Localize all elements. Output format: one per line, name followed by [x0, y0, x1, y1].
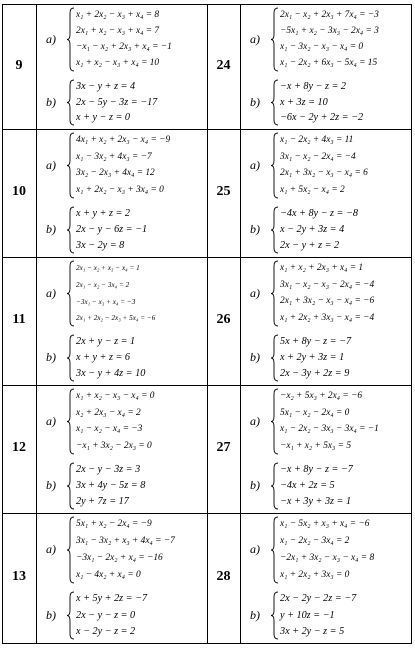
equation-line: x₂ + 2x₃ − x₄ = 2	[76, 407, 141, 418]
equation-system-a	[271, 7, 415, 72]
left-brace	[67, 206, 75, 254]
left-brace	[67, 462, 75, 510]
equation-system-b	[67, 462, 227, 510]
equation-line: 2x₁ + x₂ − x₃ + x₄ = 7	[76, 25, 160, 36]
equation-line: 5x + 8y − z = −7	[280, 336, 352, 348]
left-brace	[271, 132, 279, 199]
equation-line: 2x − y − 6z = −1	[76, 224, 148, 236]
equation-line: x + y + z = 6	[76, 352, 131, 364]
part-b-label: b)	[46, 350, 56, 364]
equation-line: x₁ + x₂ − x₃ + x₄ = 10	[76, 58, 160, 69]
left-brace	[67, 334, 75, 382]
equation-line: −3x₁ − 2x₂ + x₄ = −16	[76, 553, 163, 564]
equation-line: x₁ − 2x₂ + 4x₃ = 11	[280, 134, 354, 145]
equation-line: x₁ + 2x₂ + 3x₃ − x₄ = −4	[280, 313, 375, 324]
equation-line: −x₂ + 5x₃ + 2x₄ = −6	[280, 390, 363, 401]
equation-line: 3x₁ − x₂ − x₃ − 2x₄ = −4	[280, 279, 375, 290]
equation-line: 2x − 2y − 2z = −7	[280, 593, 357, 605]
equation-line: 3x − y + z = 4	[76, 80, 136, 92]
part-b-label: b)	[250, 478, 260, 492]
equation-line: x₁ + 5x₂ − x₄ = 2	[280, 185, 345, 196]
equation-system-a	[271, 260, 415, 327]
exercise-number: 13	[12, 569, 26, 584]
equation-line: 3x − y + 4z = 10	[76, 368, 146, 380]
exercise-number: 26	[216, 312, 231, 327]
part-b-label: b)	[250, 607, 260, 622]
part-a-label: a)	[250, 31, 260, 46]
equation-line: x₁ + 2x₂ − x₃ + 3x₄ = 0	[76, 185, 164, 196]
equation-line: −4x + 8y − z = −8	[280, 208, 358, 220]
equation-line: y + 10z = −1	[280, 609, 335, 621]
equation-line: −x₁ + x₂ + 5x₃ = 5	[280, 441, 352, 452]
left-brace	[67, 388, 75, 455]
equation-line: x₁ − 2x₂ + 6x₃ − 5x₄ = 15	[280, 58, 378, 69]
equation-line: x₁ + x₂ + 2x₃ + x₄ = 1	[280, 262, 364, 273]
part-a-label: a)	[250, 542, 260, 556]
equation-line: −2x₁ + 3x₂ − x₃ − x₄ = 8	[280, 553, 375, 564]
exercise-number: 10	[12, 184, 26, 199]
part-a-label: a)	[250, 413, 260, 428]
part-a-label: a)	[46, 413, 56, 428]
part-b-label: b)	[46, 478, 56, 492]
left-brace	[67, 516, 75, 584]
left-brace	[271, 79, 279, 126]
left-brace	[271, 7, 279, 72]
left-brace	[271, 260, 279, 327]
equation-line: x₁ − 3x₂ + 4x₃ = −7	[76, 151, 152, 162]
equation-line: −x + 8y − z = 2	[280, 80, 346, 92]
exercise-number: 12	[12, 440, 26, 455]
equation-line: −5x₁ + x₂ − 3x₃ − 2x₄ = 3	[280, 25, 379, 36]
left-brace	[271, 591, 279, 640]
equation-system-b	[271, 334, 415, 382]
equation-line: 2x − 5y − 3z = −17	[76, 96, 158, 108]
equation-line: −4x + 2z = 5	[280, 480, 335, 492]
equation-line: x − 2y + 3z = 4	[280, 224, 345, 236]
part-b-label: b)	[250, 350, 260, 364]
equation-system-a	[67, 132, 227, 199]
equation-line: x − 2y − z = 2	[76, 625, 136, 637]
exercise-number: 25	[216, 184, 231, 199]
part-b-label: b)	[46, 607, 56, 622]
equation-system-b	[271, 206, 415, 254]
equation-line: x + y + z = 2	[76, 208, 131, 220]
left-brace	[271, 462, 279, 510]
part-a-label: a)	[250, 285, 260, 300]
equation-line: 2x₁ + 3x₂ − x₃ − x₄ = 6	[280, 168, 368, 179]
equation-system-a	[67, 260, 227, 327]
equation-line: −x₁ − x₂ + 2x₃ + x₄ = −1	[76, 42, 172, 53]
equation-line: x₁ − 3x₂ − x₃ − x₄ = 0	[280, 42, 364, 53]
equation-line: x₁ − 2x₂ − 3x₄ = 2	[280, 536, 350, 547]
equation-line: 3x₁ − x₂ − 2x₄ = −4	[280, 151, 356, 162]
equation-line: 2x − y − 3z = 3	[76, 464, 141, 476]
equation-line: 2x₁ + 3x₂ − x₃ − x₄ = −6	[280, 296, 375, 307]
left-brace	[271, 206, 279, 254]
equation-line: x₁ − 2x₂ − 3x₃ − 3x₄ = −1	[280, 424, 379, 435]
equation-line: −3x₁ − x₃ + x₄ = −3	[76, 297, 136, 306]
part-b-label: b)	[46, 94, 56, 109]
equation-system-b	[271, 79, 415, 126]
equation-system-b	[271, 591, 415, 640]
exercise-number: 28	[216, 569, 231, 584]
equation-system-b	[67, 591, 227, 640]
equation-system-b	[67, 206, 227, 254]
equation-line: x + 2y + 3z = 1	[280, 352, 345, 364]
equation-line: x₁ + 2x₂ − x₃ + x₄ = 8	[76, 9, 160, 20]
left-brace	[271, 388, 279, 455]
equation-line: 2x − 3y + 2z = 9	[280, 368, 350, 380]
equation-line: 2x − y − z = 0	[76, 609, 136, 621]
equation-system-a	[67, 516, 227, 584]
equation-line: x + 3z = 10	[280, 96, 328, 108]
equation-system-a	[67, 388, 227, 455]
table-rule-vertical	[240, 4, 241, 644]
equation-line: x₁ + x₂ − x₃ − x₄ = 0	[76, 390, 155, 401]
left-brace	[67, 591, 75, 640]
equation-line: 3x + 2y − z = 5	[280, 625, 345, 637]
equation-line: 2x − y + z = 2	[280, 240, 340, 252]
part-b-label: b)	[46, 222, 56, 236]
equation-line: x₁ − x₂ − x₄ = −3	[76, 424, 143, 435]
equation-line: 2x₁ + 2x₂ − 2x₃ + 5x₄ = −6	[76, 314, 156, 323]
equation-line: −x₁ + 3x₂ − 2x₃ = 0	[76, 441, 152, 452]
equation-line: −x + 3y + 3z = 1	[280, 496, 352, 508]
exercise-number: 9	[15, 57, 23, 73]
equation-line: 3x − 2y = 8	[76, 240, 125, 252]
equation-line: 3x₁ − 3x₂ + x₃ + 4x₄ = −7	[76, 536, 175, 547]
part-b-label: b)	[250, 222, 260, 236]
equation-system-b	[271, 462, 415, 510]
exercise-number: 24	[216, 57, 231, 73]
equation-line: −x + 8y − z = −7	[280, 464, 353, 476]
part-a-label: a)	[46, 542, 56, 556]
left-brace	[67, 7, 75, 72]
equation-line: x₁ − 5x₂ + x₃ + x₄ = −6	[280, 519, 370, 530]
part-a-label: a)	[46, 157, 56, 172]
equation-line: 3x₂ − 2x₃ + 4x₄ = 12	[76, 168, 155, 179]
equation-line: x + 5y + 2z = −7	[76, 593, 148, 605]
part-a-label: a)	[250, 157, 260, 172]
equation-line: 4x₁ + x₂ + 2x₃ − x₄ = −9	[76, 134, 171, 145]
equation-line: 5x₁ − x₂ − 2x₄ = 0	[280, 407, 350, 418]
equation-line: 2x + y − z = 1	[76, 336, 136, 348]
equation-line: 3x + 4y − 5z = 8	[76, 480, 146, 492]
left-brace	[67, 79, 75, 126]
equation-line: 2x₁ − x₂ + 2x₃ + 7x₄ = −3	[280, 9, 379, 20]
equation-system-a	[271, 388, 415, 455]
equation-line: 5x₁ + x₂ − 2x₄ = −9	[76, 519, 152, 530]
table-rule-vertical	[36, 4, 37, 644]
left-brace	[271, 334, 279, 382]
equation-system-b	[67, 334, 227, 382]
equation-line: 2x₁ − x₂ + x₃ − x₄ = 1	[76, 264, 140, 273]
left-brace	[67, 132, 75, 199]
equation-system-b	[67, 79, 227, 126]
left-brace	[67, 260, 75, 327]
exercise-number: 11	[12, 312, 26, 327]
equation-line: x₁ + 2x₂ + 3x₃ = 0	[280, 570, 350, 581]
equation-line: −6x − 2y + 2z = −2	[280, 112, 364, 124]
part-a-label: a)	[46, 285, 56, 300]
equation-system-a	[271, 516, 415, 584]
equation-system-a	[67, 7, 227, 72]
part-b-label: b)	[250, 94, 260, 109]
equation-line: x + y − z = 0	[76, 112, 131, 124]
part-a-label: a)	[46, 31, 56, 46]
equation-line: x₁ − 4x₂ + x₄ = 0	[76, 570, 141, 581]
equation-line: 2x₁ − x₂ − 3x₄ = 2	[76, 280, 130, 289]
left-brace	[271, 516, 279, 584]
equation-line: 2y + 7z = 17	[76, 496, 129, 508]
equation-system-a	[271, 132, 415, 199]
exercise-number: 27	[216, 440, 231, 455]
